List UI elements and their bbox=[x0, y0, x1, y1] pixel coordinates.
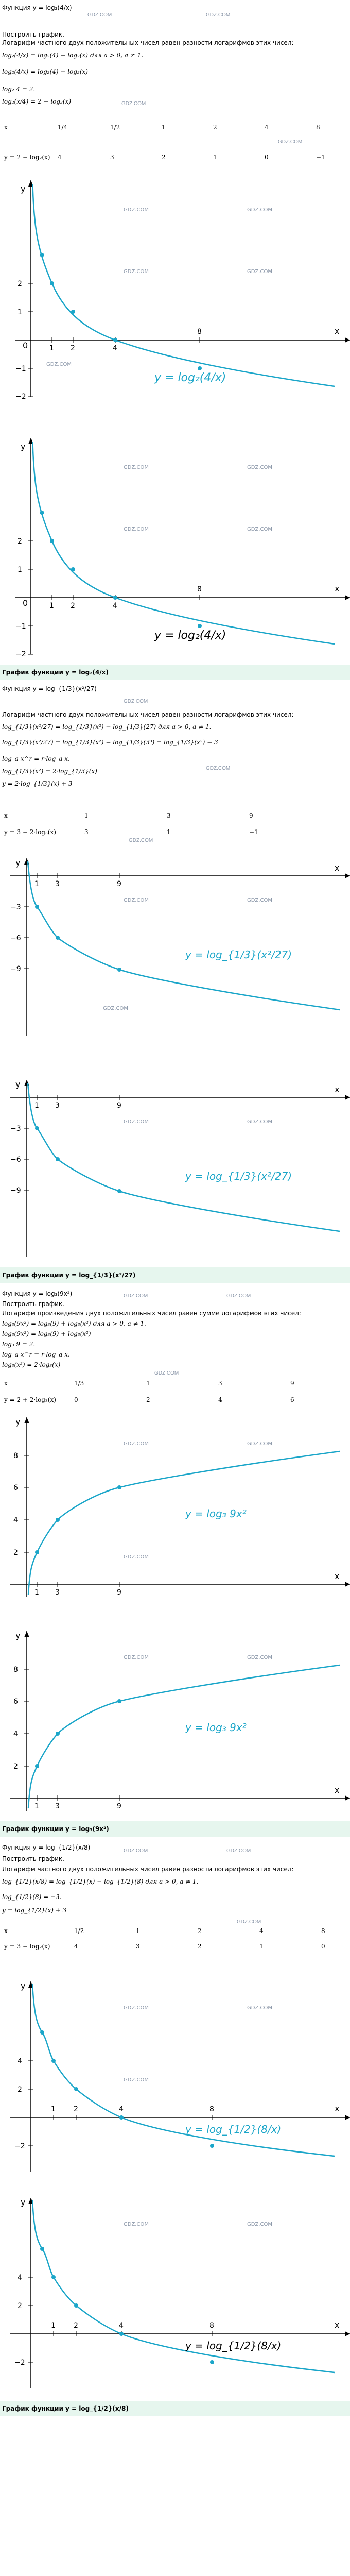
watermark: GDZ.COM bbox=[103, 1006, 128, 1011]
function-heading: Функция y = log₃(9x²) bbox=[2, 1290, 73, 1297]
y-tick-label: −9 bbox=[10, 965, 21, 973]
graph-label: y = log₃ 9x² bbox=[185, 1507, 247, 1520]
x-tick-label: 2 bbox=[71, 344, 75, 352]
y-tick-label: 2 bbox=[18, 2086, 22, 2094]
watermark: GDZ.COM bbox=[154, 1370, 179, 1376]
table-cell: 1 bbox=[167, 828, 171, 836]
x-tick-label: 9 bbox=[117, 1101, 121, 1110]
graph-label: y = log_{1/2}(8/x) bbox=[185, 2123, 282, 2136]
watermark: GDZ.COM bbox=[124, 1848, 148, 1854]
function-graph bbox=[0, 175, 350, 402]
x-tick-label: 4 bbox=[119, 2105, 124, 2113]
x-tick-label: 4 bbox=[113, 602, 117, 610]
data-point bbox=[40, 511, 44, 515]
y-tick-label: −2 bbox=[15, 393, 26, 401]
data-point bbox=[56, 1157, 60, 1161]
watermark: GDZ.COM bbox=[247, 2005, 272, 2011]
watermark: GDZ.COM bbox=[124, 1441, 149, 1447]
formula-line: log₂(4/x) = log₂(4) − log₂(x) bbox=[2, 68, 88, 75]
function-heading: Функция y = log_{1/3}(x²/27) bbox=[2, 685, 97, 692]
data-point bbox=[119, 2115, 124, 2120]
watermark: GDZ.COM bbox=[124, 465, 149, 470]
x-axis-label: x bbox=[335, 863, 340, 873]
graph-label: y = log₂(4/x) bbox=[154, 371, 226, 384]
data-point bbox=[119, 2332, 124, 2336]
watermark: GDZ.COM bbox=[124, 2077, 149, 2083]
formula-line: log_{1/3}(x²/27) = log_{1/3}(x²) − log_{1/3}(27) для a > 0, a ≠ 1. bbox=[2, 723, 212, 731]
x-axis-label: x bbox=[335, 1084, 340, 1094]
origin-label: 0 bbox=[23, 598, 28, 608]
y-axis-label: y bbox=[15, 1079, 21, 1089]
y-axis-label: y bbox=[15, 1417, 21, 1427]
formula-line: log_{1/3}(x²/27) = log_{1/3}(x²) − log_{1/3}(3³) = log_{1/3}(x²) − 3 bbox=[2, 739, 218, 746]
table-cell: 3 bbox=[136, 1943, 140, 1950]
function-graph bbox=[0, 1628, 350, 1814]
watermark: GDZ.COM bbox=[124, 269, 149, 275]
data-point bbox=[74, 2087, 78, 2091]
graph-label: y = log₃ 9x² bbox=[185, 1721, 247, 1734]
x-tick-label: 8 bbox=[209, 2105, 214, 2113]
watermark: GDZ.COM bbox=[87, 12, 112, 18]
table-cell: y = 3 − log₂(x) bbox=[4, 1943, 50, 1950]
x-tick-label: 1 bbox=[49, 602, 54, 610]
table-cell: 0 bbox=[265, 154, 269, 161]
table-cell: 2 bbox=[162, 154, 166, 161]
table-cell: 8 bbox=[316, 124, 320, 131]
table-cell: 1/2 bbox=[110, 124, 120, 131]
x-tick-label: 1 bbox=[34, 1588, 39, 1597]
function-curve bbox=[32, 2200, 335, 2372]
table-cell: 1 bbox=[84, 812, 89, 819]
function-graph bbox=[0, 1978, 350, 2174]
y-tick-label: −2 bbox=[14, 2359, 25, 2367]
table-cell: 2 bbox=[213, 124, 217, 131]
table-cell: 1/4 bbox=[58, 124, 68, 131]
data-point bbox=[35, 1126, 39, 1130]
y-tick-label: 4 bbox=[13, 1730, 18, 1738]
table-cell: 1 bbox=[146, 1380, 150, 1387]
x-tick-label: 9 bbox=[117, 1588, 121, 1597]
x-tick-label: 2 bbox=[71, 602, 75, 610]
formula-line: log_a x^r = r·log_a x. bbox=[2, 755, 70, 762]
table-cell: 1 bbox=[162, 124, 166, 131]
data-point bbox=[56, 1732, 60, 1736]
table-cell: 9 bbox=[290, 1380, 294, 1387]
y-tick-label: 1 bbox=[18, 308, 22, 316]
y-tick-label: 6 bbox=[13, 1698, 18, 1706]
data-point bbox=[117, 1485, 121, 1489]
x-tick-label: 8 bbox=[197, 585, 202, 594]
function-graph bbox=[0, 1414, 350, 1600]
function-curve bbox=[28, 861, 340, 1010]
formula-line: log₂(x/4) = 2 − log₂(x) bbox=[2, 98, 72, 105]
watermark: GDZ.COM bbox=[124, 699, 148, 704]
graph-2 bbox=[0, 433, 350, 659]
function-graph bbox=[0, 433, 350, 659]
graph-title: График функции y = log_{1/2}(x/8) bbox=[2, 2405, 129, 2412]
table-cell: 9 bbox=[249, 812, 253, 819]
formula-line: log₃ 9 = 2. bbox=[2, 1341, 36, 1348]
explanation-line: Логарифм частного двух положительных чисел равен разности логарифмов этих чисел: bbox=[2, 1866, 294, 1873]
data-point bbox=[50, 281, 54, 285]
graph-label: y = log₂(4/x) bbox=[154, 629, 226, 642]
watermark: GDZ.COM bbox=[124, 2222, 149, 2227]
formula-line: log_a x^r = r·log_a x. bbox=[2, 1351, 70, 1358]
table-cell: 1/3 bbox=[74, 1380, 84, 1387]
y-tick-label: −1 bbox=[15, 365, 26, 373]
y-axis-label: y bbox=[15, 1631, 21, 1640]
graph-label: y = log_{1/2}(8/x) bbox=[185, 2340, 282, 2352]
watermark: GDZ.COM bbox=[247, 465, 272, 470]
data-point bbox=[210, 2144, 214, 2148]
data-point bbox=[56, 936, 60, 940]
watermark: GDZ.COM bbox=[124, 1554, 149, 1560]
explanation-line: Логарифм произведения двух положительных чисел равен сумме логарифмов этих чисел: bbox=[2, 1310, 301, 1317]
graph-5 bbox=[0, 1414, 350, 1600]
x-tick-label: 1 bbox=[51, 2105, 56, 2113]
watermark: GDZ.COM bbox=[124, 897, 149, 903]
y-axis-label: y bbox=[15, 858, 21, 868]
y-tick-label: −2 bbox=[15, 650, 26, 658]
table-cell: 8 bbox=[321, 1927, 325, 1935]
watermark: GDZ.COM bbox=[206, 766, 231, 771]
data-point bbox=[113, 338, 117, 342]
graph-8 bbox=[0, 2195, 350, 2391]
watermark: GDZ.COM bbox=[247, 1441, 272, 1447]
table-cell: 4 bbox=[259, 1927, 264, 1935]
build-label: Построить график. bbox=[2, 1300, 64, 1308]
x-tick-label: 9 bbox=[117, 880, 121, 888]
table-cell: 4 bbox=[74, 1943, 78, 1950]
watermark: GDZ.COM bbox=[237, 1919, 261, 1925]
table-cell: 3 bbox=[110, 154, 114, 161]
watermark: GDZ.COM bbox=[247, 1655, 272, 1660]
formula-line: y = 2·log_{1/3}(x) + 3 bbox=[2, 780, 73, 787]
function-graph bbox=[0, 855, 350, 1041]
data-point bbox=[51, 2275, 56, 2279]
data-point bbox=[40, 2247, 44, 2251]
formula-line: log_{1/2}(x/8) = log_{1/2}(x) − log_{1/2}(8) для a > 0, a ≠ 1. bbox=[2, 1878, 199, 1885]
y-tick-label: −3 bbox=[10, 1125, 21, 1133]
y-tick-label: −1 bbox=[15, 622, 26, 631]
data-point bbox=[198, 624, 202, 628]
x-axis-label: x bbox=[335, 326, 340, 336]
graph-label: y = log_{1/3}(x²/27) bbox=[185, 1170, 292, 1182]
graph-3 bbox=[0, 855, 350, 1041]
graph-4 bbox=[0, 1077, 350, 1262]
watermark: GDZ.COM bbox=[226, 1293, 251, 1299]
data-point bbox=[74, 2303, 78, 2308]
formula-line: log₂ 4 = 2. bbox=[2, 86, 36, 93]
y-tick-label: 1 bbox=[18, 566, 22, 574]
watermark: GDZ.COM bbox=[124, 1293, 148, 1299]
explanation-line: Логарифм частного двух положительных чисел равен разности логарифмов этих чисел: bbox=[2, 711, 294, 718]
table-cell: 6 bbox=[290, 1396, 294, 1403]
table-cell: y = 2 − log₂(x) bbox=[4, 154, 50, 161]
table-cell: 0 bbox=[321, 1943, 325, 1950]
table-cell: 2 bbox=[146, 1396, 150, 1403]
origin-label: 0 bbox=[23, 341, 28, 350]
graph-1 bbox=[0, 175, 350, 402]
x-tick-label: 8 bbox=[197, 328, 202, 336]
table-cell: x bbox=[4, 124, 8, 131]
x-tick-label: 2 bbox=[74, 2105, 78, 2113]
function-curve bbox=[28, 1451, 340, 1595]
data-point bbox=[117, 968, 121, 972]
y-tick-label: 2 bbox=[18, 2302, 22, 2310]
table-cell: y = 2 + 2·log₃(x) bbox=[4, 1396, 56, 1403]
watermark: GDZ.COM bbox=[124, 527, 149, 532]
y-tick-label: 2 bbox=[18, 280, 22, 288]
function-curve bbox=[33, 184, 335, 386]
x-tick-label: 1 bbox=[34, 880, 39, 888]
y-axis-label: y bbox=[21, 1981, 26, 1991]
data-point bbox=[198, 366, 202, 370]
y-tick-label: −9 bbox=[10, 1187, 21, 1195]
explanation-line: Логарифм частного двух положительных чисел равен разности логарифмов этих чисел: bbox=[2, 39, 294, 46]
function-graph bbox=[0, 2195, 350, 2391]
data-point bbox=[117, 1189, 121, 1193]
y-axis-label: y bbox=[21, 442, 26, 451]
table-cell: 2 bbox=[198, 1927, 202, 1935]
x-tick-label: 3 bbox=[55, 1101, 60, 1110]
x-tick-label: 9 bbox=[117, 1802, 121, 1810]
table-cell: x bbox=[4, 812, 8, 819]
x-tick-label: 3 bbox=[55, 1802, 60, 1810]
table-cell: 2 bbox=[198, 1943, 202, 1950]
table-cell: 4 bbox=[218, 1396, 222, 1403]
build-label: Построить график. bbox=[2, 31, 64, 38]
table-cell: 1 bbox=[213, 154, 217, 161]
data-point bbox=[71, 567, 75, 571]
table-cell: 1 bbox=[259, 1943, 264, 1950]
data-point bbox=[210, 2360, 214, 2364]
table-cell: 0 bbox=[74, 1396, 78, 1403]
table-cell: 1/2 bbox=[74, 1927, 84, 1935]
x-tick-label: 2 bbox=[74, 2321, 78, 2330]
table-cell: 3 bbox=[84, 828, 89, 836]
x-axis-label: x bbox=[335, 1785, 340, 1795]
formula-line: log_{1/2}(8) = −3. bbox=[2, 1893, 62, 1901]
x-tick-label: 4 bbox=[113, 344, 117, 352]
watermark: GDZ.COM bbox=[247, 897, 272, 903]
table-cell: x bbox=[4, 1927, 8, 1935]
x-axis-label: x bbox=[335, 1571, 340, 1581]
y-tick-label: 8 bbox=[13, 1666, 18, 1674]
y-tick-label: −6 bbox=[10, 1156, 21, 1164]
data-point bbox=[113, 596, 117, 600]
data-point bbox=[40, 2030, 44, 2035]
table-cell: y = 3 − 2·log₃(x) bbox=[4, 828, 56, 836]
data-point bbox=[35, 905, 39, 909]
function-curve bbox=[28, 1665, 340, 1808]
x-tick-label: 4 bbox=[119, 2321, 124, 2330]
table-cell: 4 bbox=[58, 154, 62, 161]
watermark: GDZ.COM bbox=[247, 207, 272, 213]
formula-line: log₃(9x²) = log₃(9) + log₃(x²) для a > 0, a ≠ 1. bbox=[2, 1320, 146, 1327]
data-point bbox=[51, 2059, 56, 2063]
function-curve bbox=[28, 1083, 340, 1231]
function-heading: Функция y = log_{1/2}(x/8) bbox=[2, 1844, 91, 1851]
watermark: GDZ.COM bbox=[247, 527, 272, 532]
watermark: GDZ.COM bbox=[121, 101, 146, 107]
watermark: GDZ.COM bbox=[124, 1119, 149, 1125]
y-axis-label: y bbox=[21, 2197, 26, 2207]
table-cell: 3 bbox=[167, 812, 171, 819]
watermark: GDZ.COM bbox=[247, 2222, 272, 2227]
data-point bbox=[71, 310, 75, 314]
graph-title-band bbox=[0, 1821, 350, 1837]
data-point bbox=[117, 1699, 121, 1703]
formula-line: log₂(4/x) = log₂(4) − log₂(x) для a > 0, a ≠ 1. bbox=[2, 52, 144, 59]
x-tick-label: 1 bbox=[34, 1101, 39, 1110]
formula-line: log₃(9x²) = log₃(9) + log₃(x²) bbox=[2, 1330, 91, 1337]
graph-title-band bbox=[0, 665, 350, 680]
table-cell: 4 bbox=[265, 124, 269, 131]
y-tick-label: −2 bbox=[14, 2142, 25, 2150]
table-cell: −1 bbox=[316, 154, 325, 161]
y-tick-label: −6 bbox=[10, 934, 21, 942]
watermark: GDZ.COM bbox=[247, 269, 272, 275]
x-tick-label: 3 bbox=[55, 880, 60, 888]
table-cell: 3 bbox=[218, 1380, 222, 1387]
x-tick-label: 1 bbox=[34, 1802, 39, 1810]
x-axis-label: x bbox=[335, 2320, 340, 2330]
watermark: GDZ.COM bbox=[206, 12, 231, 18]
formula-line: y = log_{1/2}(x) + 3 bbox=[2, 1907, 67, 1914]
y-tick-label: −3 bbox=[10, 903, 21, 911]
y-tick-label: 2 bbox=[13, 1549, 18, 1557]
watermark: GDZ.COM bbox=[124, 1655, 149, 1660]
graph-title-band bbox=[0, 1267, 350, 1283]
build-label: Построить график. bbox=[2, 1855, 64, 1862]
y-tick-label: 8 bbox=[13, 1452, 18, 1460]
x-tick-label: 1 bbox=[51, 2321, 56, 2330]
function-curve bbox=[33, 442, 335, 644]
y-tick-label: 2 bbox=[18, 537, 22, 546]
function-heading: Функция y = log₂(4/x) bbox=[2, 4, 72, 11]
watermark: GDZ.COM bbox=[129, 838, 153, 843]
table-cell: −1 bbox=[249, 828, 258, 836]
graph-7 bbox=[0, 1978, 350, 2174]
graph-title-band bbox=[0, 2401, 350, 2416]
x-axis-label: x bbox=[335, 2104, 340, 2113]
y-tick-label: 6 bbox=[13, 1484, 18, 1492]
x-tick-label: 3 bbox=[55, 1588, 60, 1597]
y-tick-label: 4 bbox=[18, 2274, 22, 2282]
function-graph bbox=[0, 1077, 350, 1262]
y-tick-label: 4 bbox=[18, 2057, 22, 2065]
watermark: GDZ.COM bbox=[247, 1119, 272, 1125]
data-point bbox=[40, 253, 44, 257]
data-point bbox=[35, 1550, 39, 1554]
y-tick-label: 4 bbox=[13, 1516, 18, 1524]
watermark: GDZ.COM bbox=[124, 2005, 149, 2011]
x-axis-label: x bbox=[335, 584, 340, 594]
graph-label: y = log_{1/3}(x²/27) bbox=[185, 948, 292, 961]
table-cell: 1 bbox=[136, 1927, 140, 1935]
watermark: GDZ.COM bbox=[124, 207, 149, 213]
watermark: GDZ.COM bbox=[278, 139, 303, 145]
graph-6 bbox=[0, 1628, 350, 1814]
watermark: GDZ.COM bbox=[46, 362, 72, 367]
formula-line: log₃(x²) = 2·log₃(x) bbox=[2, 1361, 61, 1368]
x-tick-label: 1 bbox=[49, 344, 54, 352]
watermark: GDZ.COM bbox=[226, 1848, 251, 1854]
data-point bbox=[50, 539, 54, 543]
function-curve bbox=[32, 1984, 335, 2156]
data-point bbox=[35, 1764, 39, 1768]
formula-line: log_{1/3}(x²) = 2·log_{1/3}(x) bbox=[2, 768, 97, 775]
graph-title: График функции y = log₂(4/x) bbox=[2, 669, 109, 676]
graph-title: График функции y = log_{1/3}(x²/27) bbox=[2, 1272, 136, 1279]
y-tick-label: 2 bbox=[13, 1762, 18, 1771]
data-point bbox=[56, 1518, 60, 1522]
graph-title: График функции y = log₃(9x²) bbox=[2, 1825, 109, 1833]
table-cell: x bbox=[4, 1380, 8, 1387]
y-axis-label: y bbox=[21, 184, 26, 194]
x-tick-label: 8 bbox=[209, 2321, 214, 2330]
